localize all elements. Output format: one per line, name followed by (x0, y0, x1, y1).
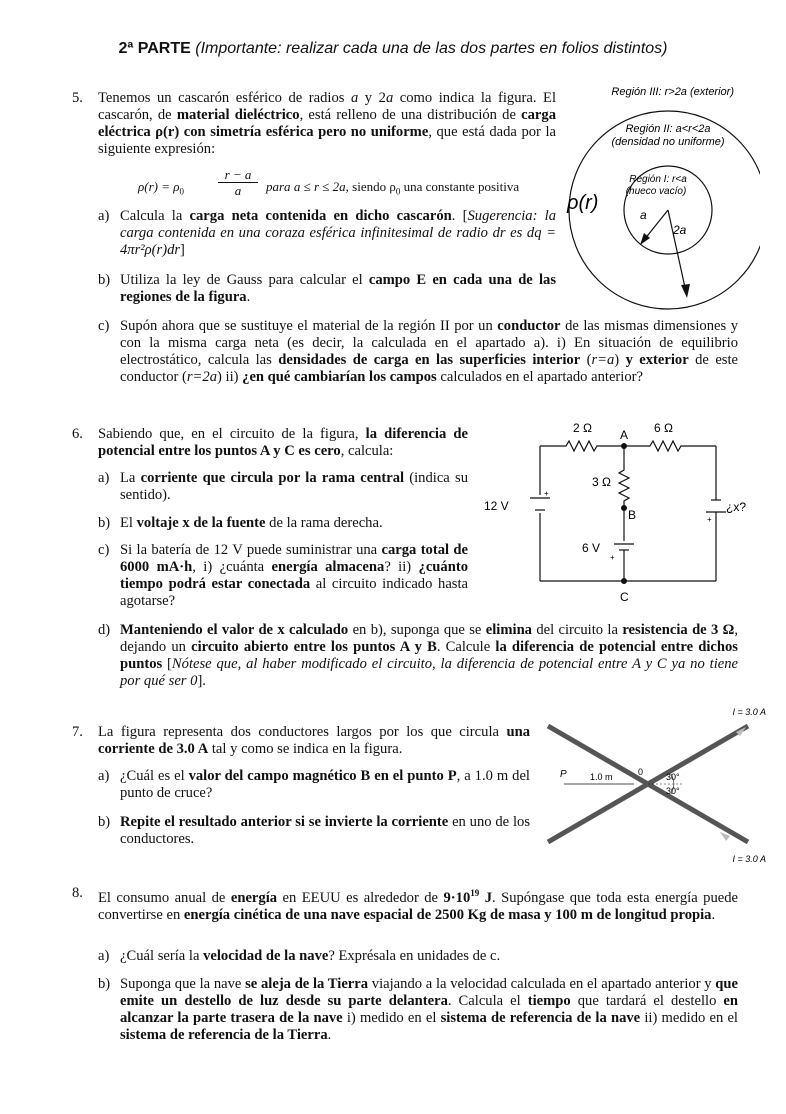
point-p-label: P (560, 769, 567, 780)
page-title (0, 40, 786, 57)
vx-label: ¿x? (726, 500, 747, 514)
q5-number: 5. (72, 90, 83, 106)
vx-plus: + (707, 515, 712, 524)
region1-label-a: Región I: r<a (629, 174, 687, 185)
q8-a-label: a) (98, 948, 110, 964)
r3-label: 3 Ω (592, 475, 611, 489)
node-c-label: C (620, 590, 629, 604)
q5-formula: $\rho(r) = \rho_0$ r − a a para a ≤ r ≤ 2a, siendo $\rho_0$ una constante positiva (138, 167, 520, 198)
q8-statement: El consumo anual de energía en EEUU es alrededor de $9\cdot 10^{19}$ J. Supóngase que toda esta energía puede convertirse en energía cinética de una nave espacial de 2500 Kg de masa y 100 m de longitud propia. (98, 888, 738, 923)
r2-label: 6 Ω (654, 421, 673, 435)
q6-a-text: La corriente que circula por la rama central (indica su sentido). (120, 470, 468, 503)
q7-b-label: b) (98, 814, 111, 830)
q6-c-label: c) (98, 542, 110, 558)
region1-label-b: (hueco vacío) (625, 186, 687, 197)
q5-a-label: a) (98, 208, 110, 224)
resistor-6ohm (624, 441, 716, 451)
q8-number: 8. (72, 885, 83, 901)
q6-d-text: Manteniendo el valor de x calculado en b), suponga que se elimina del circuito la resistencia de 3 Ω, dejando un circuito abierto entre los puntos A y B. Calcule la diferencia de potencial entre dichos puntos [Nótese que, al haber modificado el circuito, la diferencia de potencial entre A y C ya no tiene por qué ser 0]. (120, 622, 738, 689)
origin-label: 0 (638, 767, 644, 777)
circuit-figure (478, 418, 778, 608)
resistor-3ohm (619, 446, 629, 508)
q6-c-text: Si la batería de 12 V puede suministrar una carga total de 6000 mA·h, i) ¿cuánta energía almacena? ii) ¿cuánto tiempo podrá estar conectada al circuito indicado hasta agotarse? (120, 542, 469, 609)
q8-a-text: ¿Cuál sería la velocidad de la nave? Exprésala en unidades de c. (120, 948, 501, 964)
arrowhead-2a-icon (681, 284, 690, 298)
v6-label: 6 V (582, 541, 601, 555)
part-note: (Importante: realizar cada una de las dos partes en folios distintos) (195, 40, 668, 57)
q6-number: 6. (72, 426, 83, 442)
q5-c-label: c) (98, 318, 110, 334)
current-top-label: I = 3.0 A (732, 707, 766, 717)
q7-number: 7. (72, 724, 83, 740)
q5-a-text: Calcula la carga neta contenida en dicho cascarón. [Sugerencia: la carga contenida en una coraza esférica infinitesimal de radio dr es dq = 4πr²ρ(r)dr] (120, 208, 556, 258)
node-a (621, 443, 627, 449)
part-label: 2ª PARTE (118, 40, 191, 57)
resistor-2ohm (540, 441, 624, 451)
q8-b-text: Suponga que la nave se aleja de la Tierra viajando a la velocidad calculada en el apartado anterior y que emite un destello de luz desde su parte delantera. Calcula el tiempo que tardará el destello en alcanzar la parte trasera de la nave i) medido en el sistema de referencia de la nave ii) medido en el sistema de referencia de la Tierra. (120, 976, 739, 1043)
angle-1-label: 30° (666, 772, 680, 782)
q6-a-label: a) (98, 470, 110, 486)
q5-b-text: Utiliza la ley de Gauss para calcular el campo E en cada una de las regiones de la figura. (120, 272, 557, 305)
q7-a-label: a) (98, 768, 110, 784)
q6-b-label: b) (98, 515, 111, 531)
q5-b-label: b) (98, 272, 111, 288)
v12-plus: + (544, 489, 549, 498)
q8-b-label: b) (98, 976, 111, 992)
node-b-label: B (628, 508, 637, 522)
radius-2a-label: 2a (673, 223, 687, 237)
angle-2-label: 30° (666, 786, 680, 796)
q5-statement: Tenemos un cascarón esférico de radios a y 2a como indica la figura. El cascarón, de material dieléctrico, está relleno de una distribución de carga eléctrica ρ(r) con simetría esférica pero no uniforme, que está dada por la siguiente expresión: (98, 90, 556, 157)
q6-d-label: d) (98, 622, 111, 638)
region2-label-b: (densidad no uniforme) (611, 136, 725, 148)
q7-statement: La figura representa dos conductores largos por los que circula una corriente de 3.0 A tal y como se indica en la figura. (98, 724, 530, 757)
v12-label: 12 V (484, 499, 509, 513)
r1-label: 2 Ω (573, 421, 592, 435)
radius-a-label: a (640, 208, 647, 222)
q6-statement: Sabiendo que, en el circuito de la figura, la diferencia de potencial entre los puntos A y C es cero, calcula: (98, 426, 468, 459)
region2-label-a: Región II: a<r<2a (625, 123, 711, 135)
node-c (621, 578, 627, 584)
distance-label: 1.0 m (590, 772, 613, 782)
node-a-label: A (620, 428, 629, 442)
q6-b-text: El voltaje x de la fuente de la rama derecha. (120, 515, 383, 531)
rho-label: ρ(r) (567, 192, 599, 214)
q7-b-text: Repite el resultado anterior si se invierte la corriente en uno de los conductores. (120, 814, 530, 847)
region3-label: Región III: r>2a (exterior) (611, 86, 734, 98)
current-bottom-label: I = 3.0 A (732, 854, 766, 864)
spherical-shell-figure (560, 82, 760, 310)
crossed-wires-figure (534, 702, 774, 870)
q7-a-text: ¿Cuál es el valor del campo magnético B en el punto P, a 1.0 m del punto de cruce? (120, 768, 530, 801)
v6-plus: + (610, 553, 615, 562)
q5-c-text: Supón ahora que se sustituye el material de la región II por un conductor de las mismas dimensiones y con la misma carga neta (es decir, la calculada en el apartado a). i) En situación de equilibrio electrostático, calcula las densidades de carga en las superficies interior (r=a) y exterior de este conductor (r=2a) ii) ¿en qué cambiarían los campos calculados en el apartado anterior? (120, 318, 739, 385)
radius-a-arrow (644, 210, 668, 240)
node-b (621, 505, 627, 511)
